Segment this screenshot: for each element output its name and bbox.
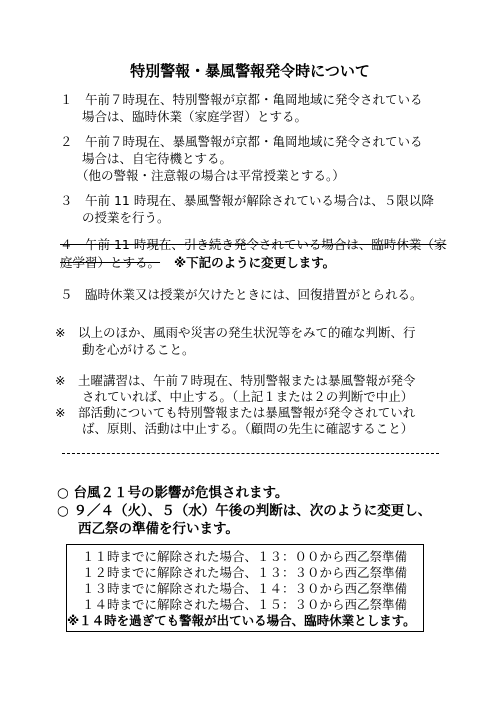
schedule-box (66, 544, 424, 632)
note-1-line-2: 動を心がけること。 (82, 342, 195, 357)
schedule-row-4: １４時までに解除された場合、１５：３０から西乙祭準備 (82, 597, 408, 612)
note-3-line-1: ※ 部活動についても特別警報または暴風警報が発令されていれ (55, 405, 416, 420)
item-3-line-1: ３ 午前 11 時現在、暴風警報が解除されている場合は、５限以降 (60, 193, 434, 208)
item-2-line-1: ２ 午前７時現在、暴風警報が京都・亀岡地域に発令されている (60, 134, 423, 149)
schedule-row-3: １３時までに解除された場合、１４：３０から西乙祭準備 (82, 581, 408, 596)
schedule-row-2: １２時までに解除された場合、１３：３０から西乙祭準備 (82, 565, 408, 580)
item-4-line-2-wrap (60, 255, 335, 271)
item-2-line-3: （他の警報・注意報の場合は平常授業とする。） (76, 168, 345, 183)
note-2-line-2: されていれば、中止する。（上記１または２の判断で中止） (82, 389, 414, 404)
change-notice: ※下記のように変更します。 (174, 255, 336, 270)
item-3-line-2: の授業を行う。 (82, 210, 170, 225)
item-1-line-2: 場合は、臨時休業（家庭学習）とする。 (82, 109, 308, 124)
announce-schedule-line-2: 西乙祭の準備を行います。 (78, 521, 239, 537)
item-5-line-1: ５ 臨時休業又は授業が欠けたときには、回復措置がとられる。 (60, 287, 423, 302)
dashed-separator (62, 453, 439, 454)
item-1-line-1: １ 午前７時現在、特別警報が京都・亀岡地域に発令されている (60, 92, 423, 107)
page-title: 特別警報・暴風警報発令時について (130, 62, 370, 80)
schedule-note: ※１４時を過ぎても警報が出ている場合、臨時休業とします。 (67, 613, 416, 628)
item-2-line-2: 場合は、自宅待機とする。 (82, 151, 233, 166)
item-4-line-2-struck: 庭学習）とする。 (60, 255, 161, 270)
announce-typhoon: ○ 台風２１号の影響が危惧されます。 (57, 485, 289, 501)
item-4-line-1-struck: ４ 午前 11 時現在、引き続き発令されている場合は、臨時休業（家 (60, 237, 447, 252)
note-1-line-1: ※ 以上のほか、風雨や災害の発生状況等をみて的確な判断、行 (55, 325, 416, 340)
note-2-line-1: ※ 土曜講習は、午前７時現在、特別警報または暴風警報が発令 (55, 373, 416, 388)
announce-schedule-line-1: ○ ９／４（火）、５（水）午後の判断は、次のように変更し、 (57, 503, 432, 519)
note-3-line-2: ば、原則、活動は中止する。（顧問の先生に確認すること） (82, 421, 414, 436)
schedule-row-1: １１時までに解除された場合、１３：００から西乙祭準備 (82, 549, 408, 564)
